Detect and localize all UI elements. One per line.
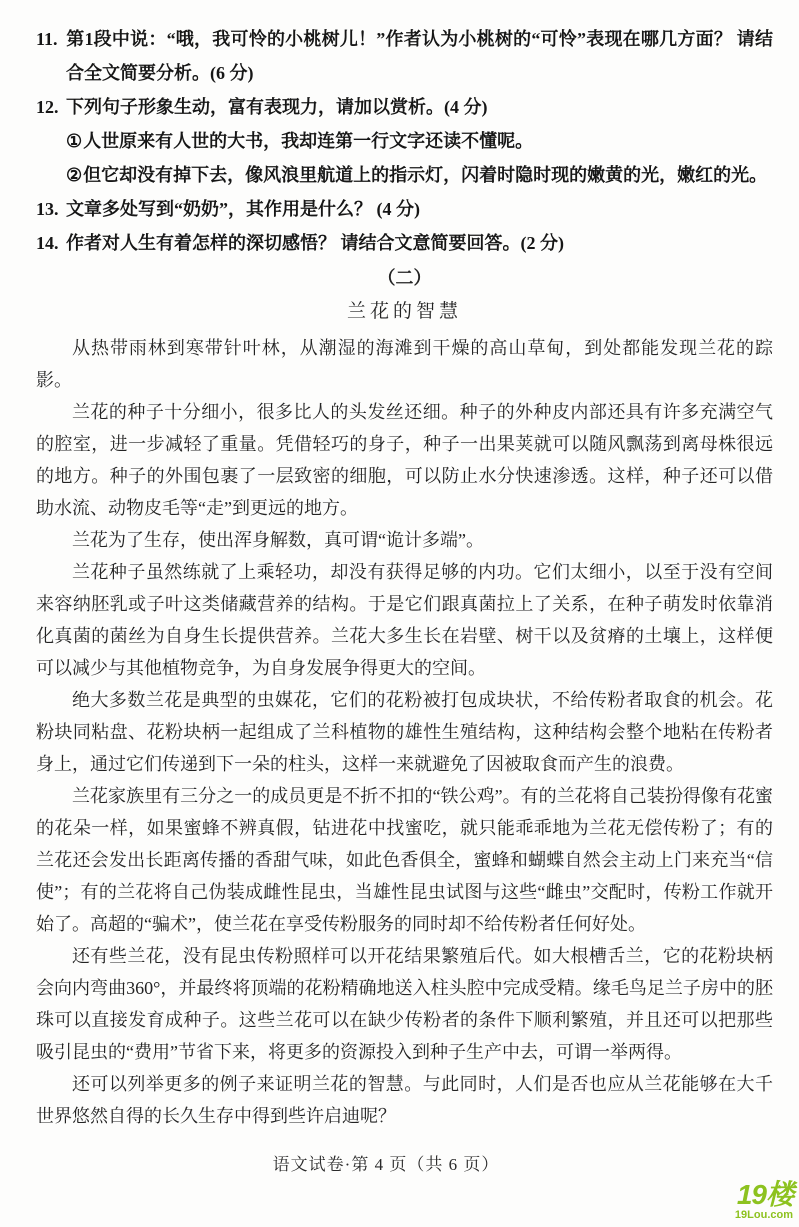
item-marker: ② (66, 165, 83, 185)
site-watermark (735, 1181, 793, 1221)
passage-paragraph: 兰花种子虽然练就了上乘轻功，却没有获得足够的内功。它们太细小，以至于没有空间来容纳胚乳或子叶这类储藏营养的结构。于是它们跟真菌拉上了关系，在种子萌发时依靠消化真菌的菌丝为自身生长提供营养。兰花大多生长在岩壁、树干以及贫瘠的土壤上，这样便可以减少与其他植物竞争，为自身发展争得更大的空间。 (36, 562, 773, 678)
passage-paragraph: 还有些兰花，没有昆虫传粉照样可以开花结果繁殖后代。如大根槽舌兰，它的花粉块柄会向内弯曲360°，并最终将顶端的花粉精确地送入柱头腔中完成受精。缘毛鸟足兰子房中的胚珠可以直接发育成种子。这些兰花可以在缺少传粉者的条件下顺利繁殖，并且还可以把那些吸引昆虫的“费用”节省下来，将更多的资源投入到种子生产中去，可谓一举两得。 (36, 946, 773, 1062)
passage-paragraph: 兰花家族里有三分之一的成员更是不折不扣的“铁公鸡”。有的兰花将自己装扮得像有花蜜的花朵一样，如果蜜蜂不辨真假，钻进花中找蜜吃，就只能乖乖地为兰花无偿传粉了；有的兰花还会发出长距离传播的香甜气味，如此色香俱全，蜜蜂和蝴蝶自然会主动上门来充当“信使”；有的兰花将自己伪装成雌性昆虫，当雄性昆虫试图与这些“雌虫”交配时，传粉工作就开始了。高超的“骗术”，使兰花在享受传粉服务的同时却不给传粉者任何好处。 (36, 786, 773, 934)
19lou-site-url: 19Lou.com (734, 1209, 793, 1221)
question-text: 第1段中说：“哦，我可怜的小桃树儿！”作者认为小桃树的“可怜”表现在哪几方面？ 请结合全文简要分析。(6 分) (66, 29, 773, 83)
question-number: 13. (36, 199, 59, 219)
question-12-item-2 (66, 158, 773, 192)
passage-section-label: （二） (377, 268, 432, 288)
question-12 (36, 90, 773, 124)
passage-paragraph: 还可以列举更多的例子来证明兰花的智慧。与此同时，人们是否也应从兰花能够在大千世界悠然自得的长久生存中得到些许启迪呢？ (36, 1074, 773, 1126)
passage-section (36, 262, 773, 1132)
question-12-item-1 (66, 124, 773, 158)
question-number: 12. (36, 97, 59, 117)
item-text: 但它却没有掉下去，像风浪里航道上的指示灯，闪着时隐时现的嫩黄的光，嫩红的光。 (83, 165, 768, 185)
question-14 (36, 226, 773, 260)
question-text: 文章多处写到“奶奶”，其作用是什么？ (4 分) (66, 199, 420, 219)
questions-section (36, 22, 773, 260)
question-number: 14. (36, 233, 59, 253)
page-footer (36, 1150, 736, 1175)
item-text: 人世原来有人世的大书，我却连第一行文字还读不懂呢。 (83, 131, 534, 151)
question-13 (36, 192, 773, 226)
passage-paragraph: 兰花的种子十分细小，很多比人的头发丝还细。种子的外种皮内部还具有许多充满空气的腔室，进一步减轻了重量。凭借轻巧的身子，种子一出果荚就可以随风飘荡到离母株很远的地方。种子的外围包裹了一层致密的细胞，可以防止水分快速渗透。这样，种子还可以借助水流、动物皮毛等“走”到更远的地方。 (36, 402, 773, 518)
passage-paragraph: 从热带雨林到寒带针叶林，从潮湿的海滩到干燥的高山草甸，到处都能发现兰花的踪影。 (36, 338, 773, 390)
passage-paragraph: 兰花为了生存，使出浑身解数，真可谓“诡计多端”。 (72, 530, 484, 550)
passage-title: 兰花的智慧 (346, 301, 462, 322)
passage-paragraph: 绝大多数兰花是典型的虫媒花，它们的花粉被打包成块状，不给传粉者取食的机会。花粉块同粘盘、花粉块柄一起组成了兰科植物的雄性生殖结构，这种结构会整个地粘在传粉者身上，通过它们传递到下一朵的柱头，这样一来就避免了因被取食而产生的浪费。 (36, 690, 773, 774)
question-11 (36, 22, 773, 90)
19lou-logo: 19楼 (736, 1179, 793, 1210)
item-marker: ① (66, 131, 83, 151)
question-number: 11. (36, 29, 58, 49)
question-text: 作者对人生有着怎样的深切感悟？ 请结合文意简要回答。(2 分) (66, 233, 564, 253)
footer-text: 语文试卷·第 4 页（共 6 页） (272, 1155, 500, 1174)
question-text: 下列句子形象生动，富有表现力，请加以赏析。(4 分) (66, 97, 488, 117)
